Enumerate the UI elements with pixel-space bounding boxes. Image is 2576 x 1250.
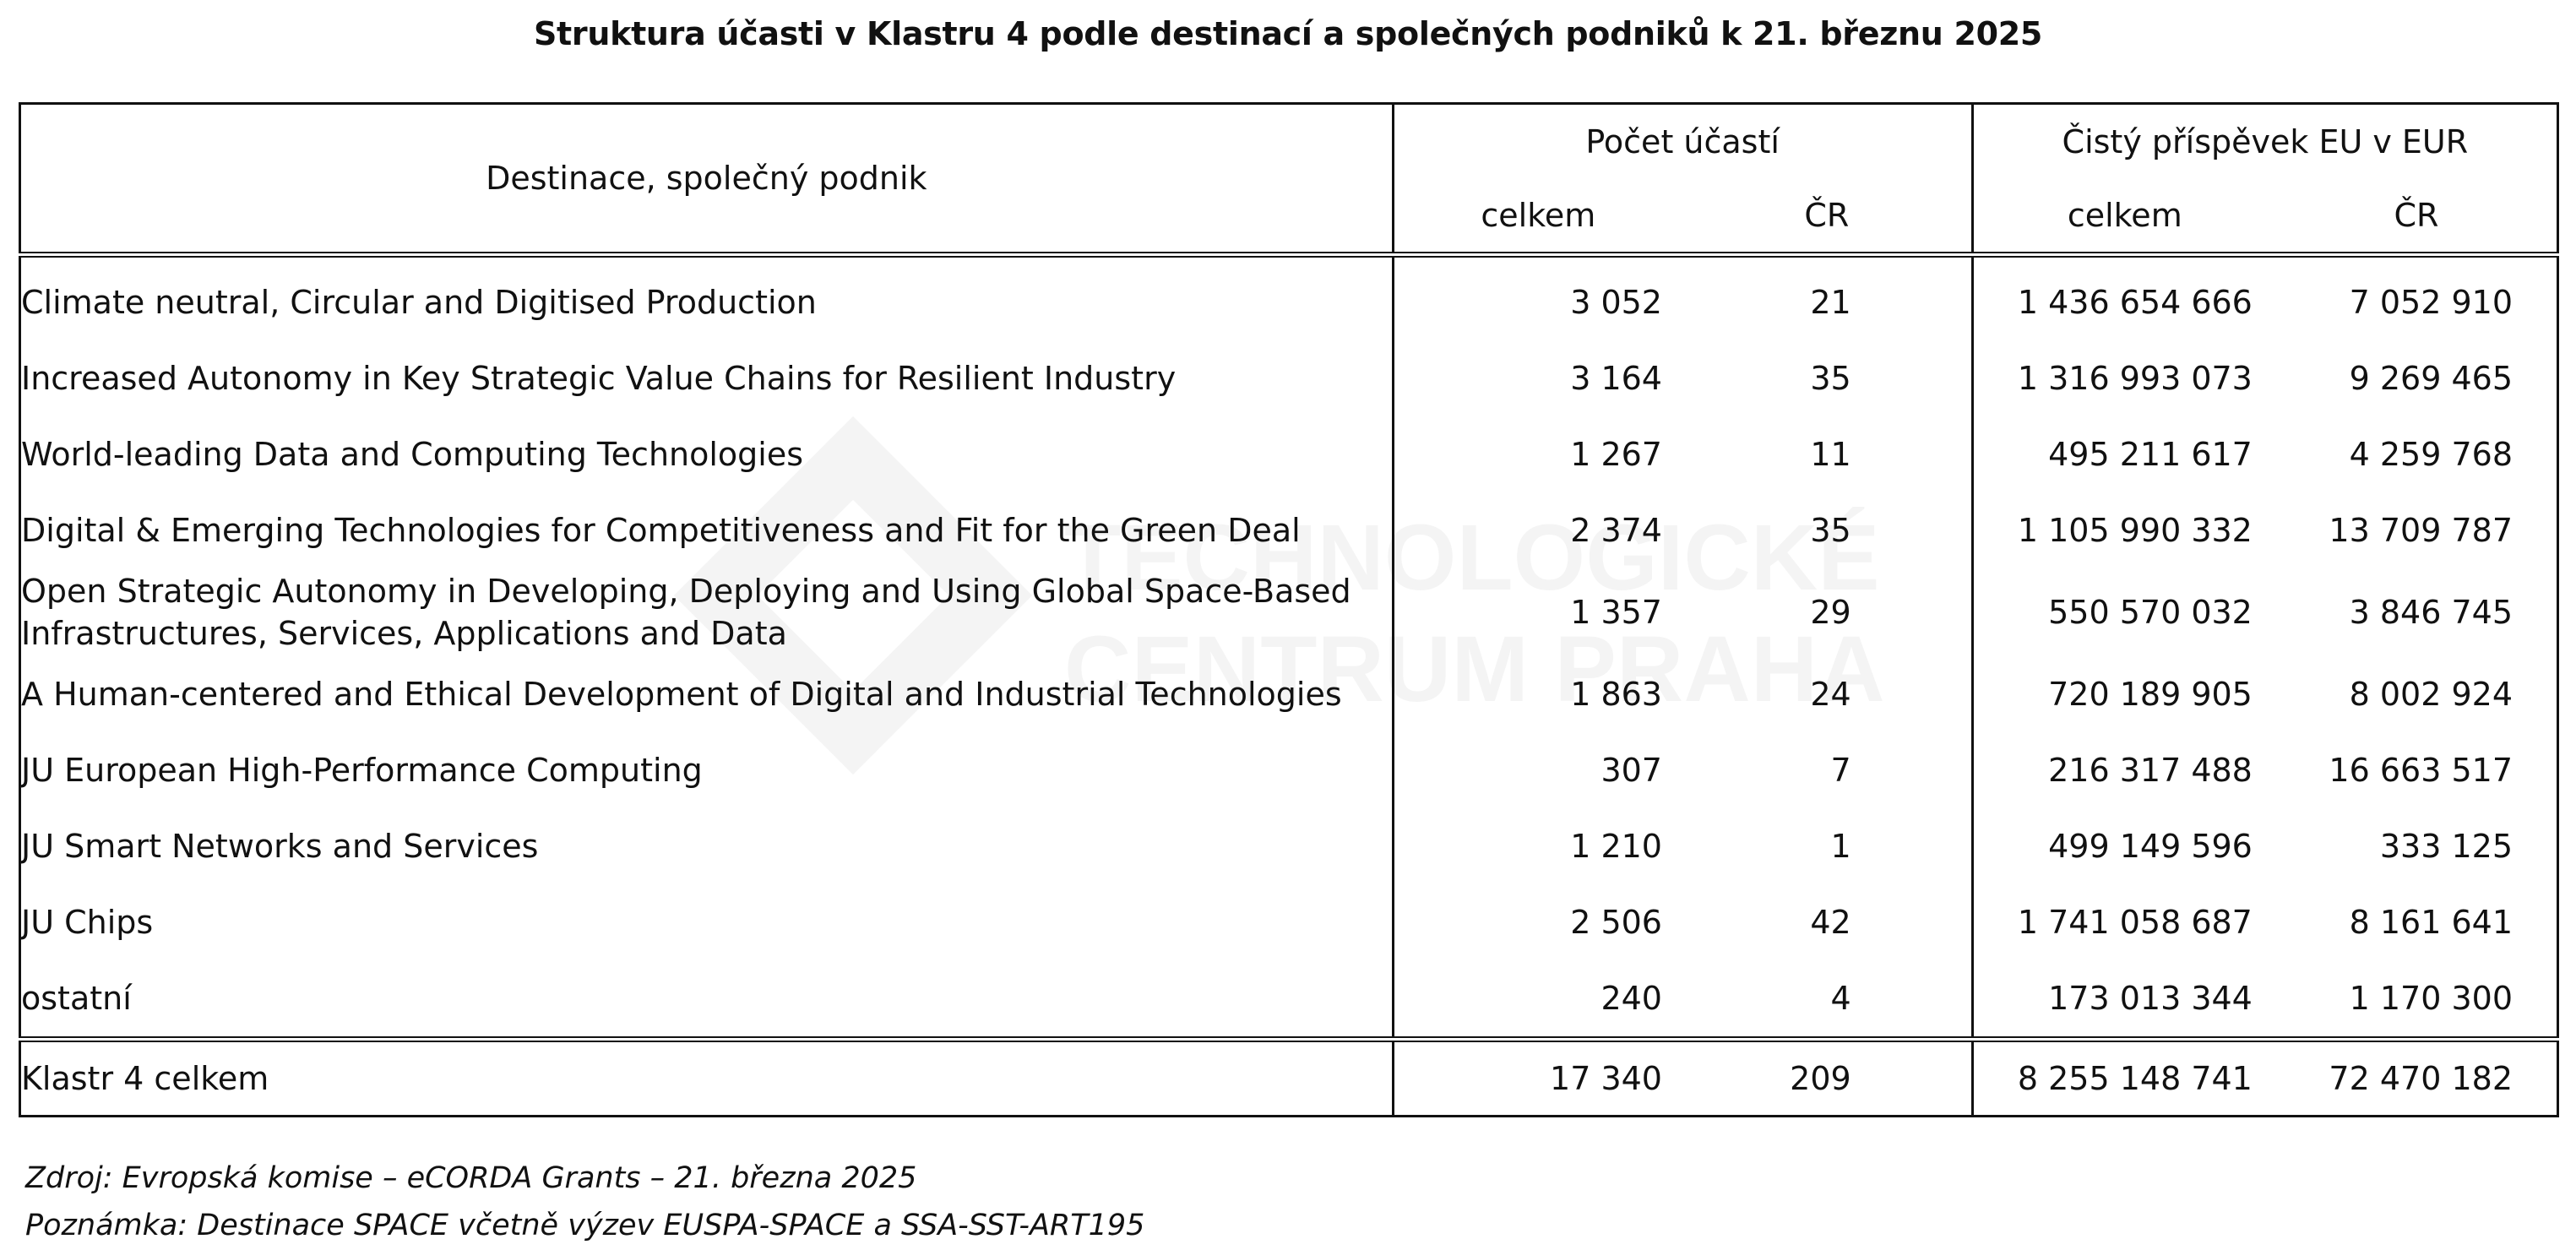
table-row [20,808,2558,884]
row-contribution-cr: 1 170 300 [2276,960,2558,1040]
row-participations-cr: 7 [1682,732,1972,808]
row-participations-total: 3 164 [1570,360,1662,397]
row-participations-cr: 35 [1682,340,1972,416]
table-row [20,656,2558,732]
header-contribution-total: celkem [1972,179,2276,255]
row-destination: JU Chips [20,884,1394,960]
table-row [20,492,2558,568]
total-participations: 17 340 [1393,1040,1682,1117]
row-contribution-total: 495 211 617 [2048,436,2253,473]
row-destination: Digital & Emerging Technologies for Competitiveness and Fit for the Green Deal [20,492,1394,568]
row-destination: Increased Autonomy in Key Strategic Value Chains for Resilient Industry [20,340,1394,416]
row-participations-total: 1 267 [1570,436,1662,473]
row-participations-total: 2 506 [1570,904,1662,941]
table-row [20,960,2558,1040]
row-destination: JU Smart Networks and Services [20,808,1394,884]
header-participations-cr: ČR [1682,179,1972,255]
row-participations-total: 1 210 [1570,828,1662,865]
table-row [20,255,2558,341]
table-row [20,884,2558,960]
row-destination: A Human-centered and Ethical Development of Digital and Industrial Technologies [20,656,1394,732]
row-participations-cr: 21 [1682,255,1972,341]
row-contribution-total: 216 317 488 [2048,752,2253,789]
row-participations-cr: 11 [1682,416,1972,492]
row-contribution-cr: 8 161 641 [2276,884,2558,960]
row-contribution-cr: 16 663 517 [2276,732,2558,808]
row-destination: JU European High-Performance Computing [20,732,1394,808]
row-destination-line-1: Open Strategic Autonomy in Developing, Deploying and Using Global Space-Based [21,573,1351,610]
row-contribution-cr: 4 259 768 [2276,416,2558,492]
row-contribution-total: 1 316 993 073 [2017,360,2253,397]
row-contribution-total: 720 189 905 [2048,676,2253,713]
row-contribution-total: 1 741 058 687 [2017,904,2253,941]
table-row [20,568,2558,656]
total-row [20,1040,2558,1117]
table-row [20,340,2558,416]
row-participations-cr: 1 [1682,808,1972,884]
row-participations-cr: 24 [1682,656,1972,732]
row-participations-total: 240 [1393,960,1682,1040]
row-participations-cr: 42 [1682,884,1972,960]
row-contribution-cr: 9 269 465 [2276,340,2558,416]
row-contribution-total: 173 013 344 [1972,960,2276,1040]
total-label: Klastr 4 celkem [20,1040,1394,1117]
remark-note: Poznámka: Destinace SPACE včetně výzev EUSPA-SPACE a SSA-SST-ART195 [25,1209,1145,1242]
row-participations-cr: 29 [1682,568,1972,656]
row-destination: Climate neutral, Circular and Digitised Production [20,255,1394,341]
row-contribution-cr: 3 846 745 [2276,568,2558,656]
row-destination: ostatní [20,960,1394,1040]
row-contribution-total: 1 105 990 332 [2017,512,2253,549]
source-note: Zdroj: Evropská komise – eCORDA Grants – 21. března 2025 [25,1161,917,1195]
row-contribution-total: 499 149 596 [2048,828,2253,865]
participation-table [19,102,2559,1117]
table-title: Struktura účasti v Klastru 4 podle destinací a společných podniků k 21. březnu 2025 [533,15,2043,52]
row-participations-total: 1 357 [1570,594,1662,631]
table-row [20,732,2558,808]
row-participations-cr: 35 [1682,492,1972,568]
row-contribution-total: 1 436 654 666 [2017,284,2253,321]
row-contribution-total: 550 570 032 [2048,594,2253,631]
total-contribution: 8 255 148 741 [1972,1040,2276,1117]
table-row [20,416,2558,492]
total-contribution-cr: 72 470 182 [2276,1040,2558,1117]
header-destination: Destinace, společný podnik [20,104,1394,255]
row-contribution-cr: 7 052 910 [2276,255,2558,341]
header-eu-contribution: Čistý příspěvek EU v EUR [1972,104,2557,180]
row-destination: World-leading Data and Computing Technologies [20,416,1394,492]
row-participations-total: 1 863 [1570,676,1662,713]
row-participations-total: 3 052 [1570,284,1662,321]
header-participations: Počet účastí [1393,104,1972,180]
total-participations-cr: 209 [1682,1040,1972,1117]
row-destination [20,568,1394,656]
row-destination-line-2: Infrastructures, Services, Applications and Data [21,615,787,652]
header-contribution-cr: ČR [2276,179,2558,255]
header-participations-total: celkem [1393,179,1682,255]
row-participations-total: 2 374 [1570,512,1662,549]
row-contribution-cr: 8 002 924 [2276,656,2558,732]
row-contribution-cr: 333 125 [2276,808,2558,884]
row-participations-total: 307 [1600,752,1662,789]
row-contribution-cr: 13 709 787 [2276,492,2558,568]
row-participations-cr: 4 [1682,960,1972,1040]
